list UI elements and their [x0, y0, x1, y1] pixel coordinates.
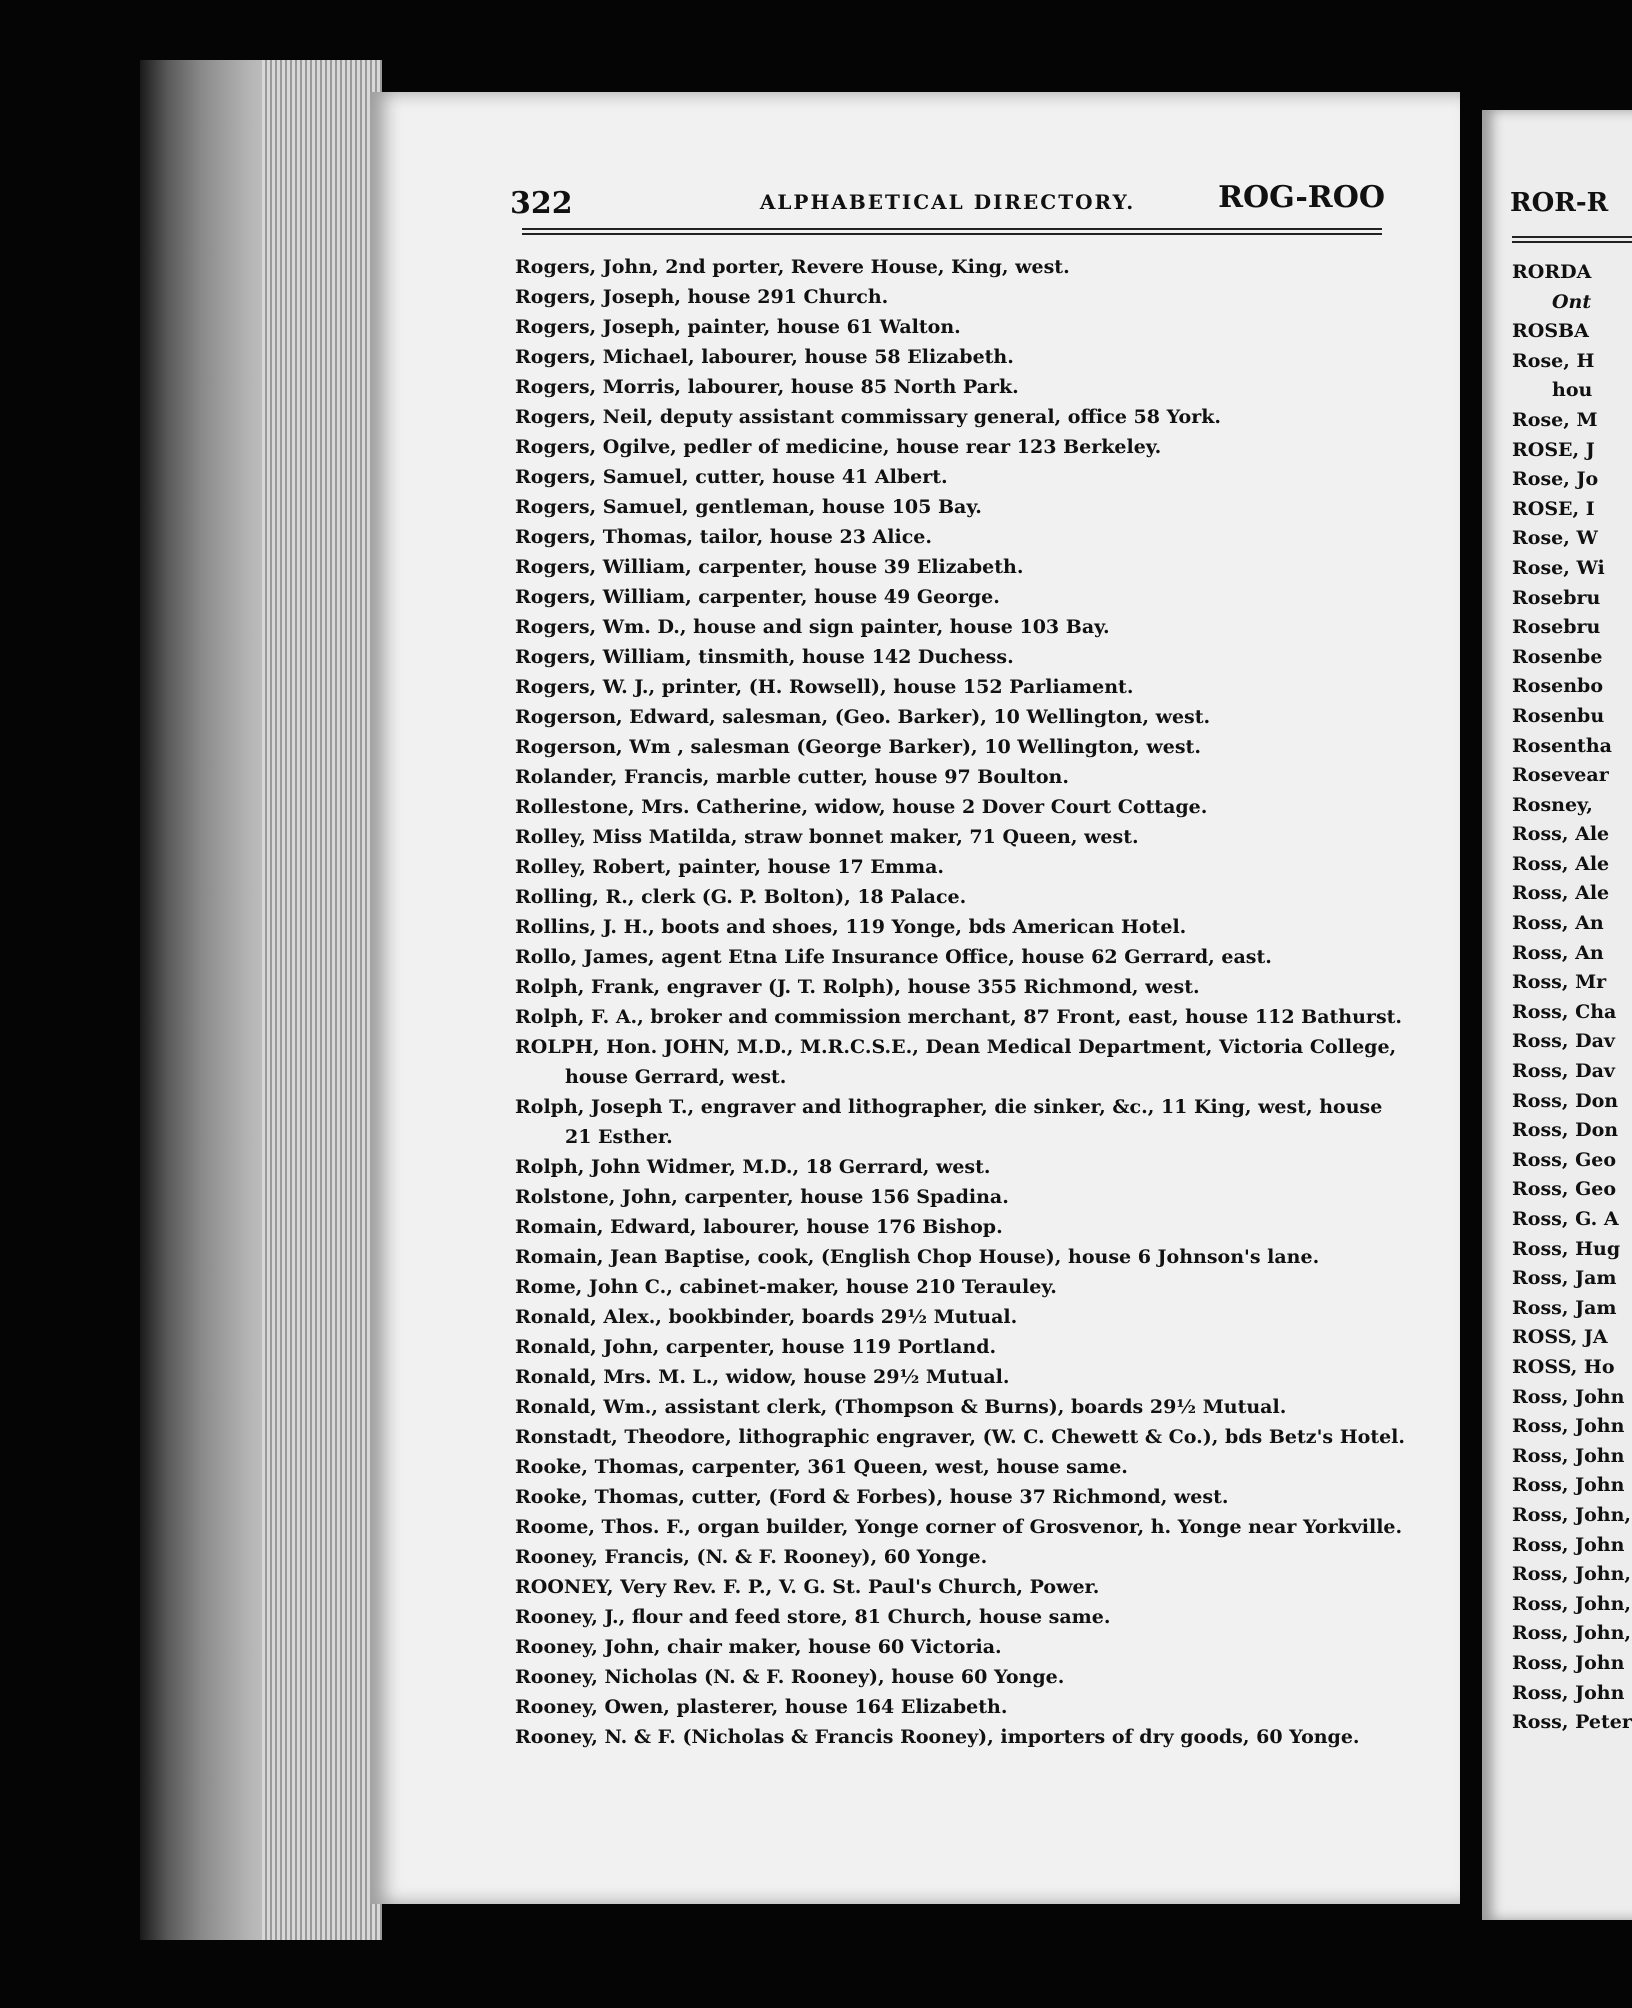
entry-text: Rogers, Samuel, gentleman, house 105 Bay. [515, 496, 982, 518]
entry-text: Rooney, Owen, plasterer, house 164 Elizabeth. [515, 1696, 1008, 1718]
header-rule [522, 228, 1382, 235]
entry-text: Rogers, Wm. D., house and sign painter, house 103 Bay. [515, 616, 1110, 638]
directory-entry [515, 252, 1395, 282]
directory-entry [515, 822, 1395, 852]
entry-text: Rogers, Morris, labourer, house 85 North Park. [515, 376, 1019, 398]
entry-text: Rolph, F. A., broker and commission merchant, 87 Front, east, house 112 Bathurst. [515, 1006, 1403, 1028]
entry-text: Rollins, J. H., boots and shoes, 119 Yonge, bds American Hotel. [515, 916, 1187, 938]
directory-entry [515, 1212, 1395, 1242]
entry-text: Rogers, Joseph, painter, house 61 Walton. [515, 316, 961, 338]
directory-entry [515, 792, 1395, 822]
facing-entry: Ross, G. A [1512, 1208, 1619, 1230]
facing-entry: Ross, John [1512, 1415, 1625, 1438]
entry-text: Rolander, Francis, marble cutter, house 97 Boulton. [515, 766, 1069, 788]
directory-entry [515, 1392, 1395, 1422]
facing-entry: Ross, John [1512, 1533, 1625, 1556]
entry-text: Rolph, John Widmer, M.D., 18 Gerrard, west. [515, 1156, 991, 1178]
entry-text: Ronald, John, carpenter, house 119 Portland. [515, 1336, 997, 1358]
entry-text: Rooney, Nicholas (N. & F. Rooney), house 60 Yonge. [515, 1666, 1065, 1688]
facing-entry: RORDA [1512, 261, 1592, 283]
entry-text: Rogers, Michael, labourer, house 58 Elizabeth. [515, 346, 1014, 368]
facing-entry: ROSBA [1512, 320, 1589, 343]
facing-entry: Rose, M [1512, 408, 1598, 431]
entry-text: Rooney, N. & F. (Nicholas & Francis Rooney), importers of dry goods, 60 Yonge. [515, 1726, 1360, 1748]
page-number: 322 [510, 186, 573, 221]
facing-page-entries [1512, 258, 1632, 1738]
facing-entry: Ross, John, [1512, 1592, 1631, 1615]
facing-entry: Ross, Dav [1512, 1060, 1615, 1083]
facing-entry: ROSE, I [1512, 497, 1595, 520]
directory-entry [515, 1482, 1395, 1512]
directory-entry [515, 1242, 1395, 1272]
running-title: ALPHABETICAL DIRECTORY. [759, 190, 1136, 214]
facing-entry: Rose, Jo [1512, 468, 1599, 491]
entry-text: Rogers, W. J., printer, (H. Rowsell), house 152 Parliament. [515, 676, 1134, 698]
directory-entries [515, 252, 1406, 1752]
facing-entry: Ross, Jam [1512, 1296, 1617, 1319]
directory-entry [515, 312, 1395, 342]
entry-text: Romain, Jean Baptise, cook, (English Chop House), house 6 Johnson's lane. [515, 1246, 1320, 1268]
entry-text: Rogers, Thomas, tailor, house 23 Alice. [515, 526, 932, 548]
facing-entry: hou [1552, 379, 1593, 402]
entry-text: ROLPH, Hon. JOHN, M.D., M.R.C.S.E., Dean Medical Department, Victoria College, [515, 1036, 1397, 1058]
facing-entry: Rose, H [1512, 349, 1595, 372]
facing-entry: Ross, John [1512, 1651, 1625, 1674]
entry-text: Rooney, Francis, (N. & F. Rooney), 60 Yonge. [515, 1546, 988, 1568]
entry-text: Rogerson, Edward, salesman, (Geo. Barker), 10 Wellington, west. [515, 706, 1211, 728]
facing-entry: Rosentha [1512, 734, 1612, 757]
directory-entry [515, 762, 1395, 792]
facing-entry: Ont [1552, 290, 1592, 313]
entry-text: Rogers, Joseph, house 291 Church. [515, 286, 889, 308]
facing-entry: Ross, John, [1512, 1503, 1631, 1526]
facing-entry: Ross, Dav [1512, 1030, 1615, 1053]
entry-text: Ronald, Wm., assistant clerk, (Thompson & Burns), boards 29½ Mutual. [515, 1396, 1287, 1418]
page-edges [262, 60, 382, 1940]
facing-entry: Rosenbo [1512, 675, 1604, 698]
directory-entry [515, 912, 1395, 942]
directory-entry [515, 1152, 1395, 1182]
entry-text: ROONEY, Very Rev. F. P., V. G. St. Paul's Church, Power. [515, 1576, 1100, 1598]
directory-entry [515, 1572, 1395, 1602]
facing-page [1482, 110, 1632, 1920]
entry-text: Roome, Thos. F., organ builder, Yonge corner of Grosvenor, h. Yonge near Yorkville. [515, 1516, 1403, 1538]
entry-text: Rolph, Joseph T., engraver and lithographer, die sinker, &c., 11 King, west, house [515, 1096, 1383, 1118]
facing-entry: Rosebru [1512, 616, 1601, 639]
facing-entry: Rosenbe [1512, 645, 1603, 668]
facing-entry: Ross, John, [1512, 1622, 1631, 1645]
facing-entry: Ross, Don [1512, 1119, 1619, 1142]
directory-entry [515, 1032, 1395, 1092]
facing-entry: Ross, Peter [1512, 1711, 1632, 1734]
entry-text: Rogers, William, tinsmith, house 142 Duchess. [515, 646, 1014, 668]
facing-entry: ROSS, Ho [1512, 1355, 1615, 1378]
facing-entry: ROSS, JA [1512, 1326, 1608, 1349]
directory-entry [515, 1512, 1403, 1542]
entry-text: Rooney, John, chair maker, house 60 Victoria. [515, 1636, 1002, 1658]
entry-text: Rogers, Ogilve, pedler of medicine, house rear 123 Berkeley. [515, 436, 1162, 458]
facing-entry: Ross, John [1512, 1681, 1625, 1704]
page-header [510, 178, 1385, 221]
entry-text: Rogers, Neil, deputy assistant commissary general, office 58 York. [515, 406, 1221, 428]
facing-entry: Rose, W [1512, 527, 1598, 550]
entry-text: Rome, John C., cabinet-maker, house 210 Terauley. [515, 1276, 1057, 1298]
facing-entry: Ross, Mr [1512, 971, 1607, 994]
facing-entry: Rosenbu [1512, 704, 1605, 727]
facing-entry: Ross, Ale [1512, 823, 1610, 846]
facing-entry: Ross, Jam [1512, 1267, 1617, 1290]
facing-page-header: ROR-R [1510, 188, 1609, 218]
entry-text: Rogers, William, carpenter, house 49 George. [515, 586, 1000, 608]
entry-text: Rolley, Robert, painter, house 17 Emma. [515, 856, 945, 878]
entry-text: Rogerson, Wm , salesman (George Barker), 10 Wellington, west. [515, 736, 1201, 758]
entry-text: Rogers, Samuel, cutter, house 41 Albert. [515, 466, 948, 488]
entry-text: Rolph, Frank, engraver (J. T. Rolph), house 355 Richmond, west. [515, 976, 1200, 998]
entry-text: Ronstadt, Theodore, lithographic engraver, (W. C. Chewett & Co.), bds Betz's Hotel. [515, 1426, 1406, 1448]
directory-entry [515, 702, 1395, 732]
facing-entry: Rosevear [1512, 764, 1609, 787]
directory-entry [515, 1302, 1395, 1332]
facing-entry: Rose, Wi [1512, 556, 1605, 579]
directory-entry [515, 1092, 1395, 1152]
entry-text: Rollo, James, agent Etna Life Insurance Office, house 62 Gerrard, east. [515, 946, 1272, 968]
directory-entry [515, 1272, 1395, 1302]
entry-text: Ronald, Alex., bookbinder, boards 29½ Mutual. [515, 1306, 1018, 1328]
facing-entry: Ross, Don [1512, 1089, 1619, 1112]
directory-entry [515, 1692, 1395, 1722]
directory-entry [515, 342, 1395, 372]
directory-entry [515, 1632, 1395, 1662]
directory-entry [515, 1002, 1403, 1032]
directory-entry [515, 942, 1395, 972]
facing-entry: Ross, Ale [1512, 852, 1610, 875]
directory-entry [515, 852, 1395, 882]
entry-text: Rolling, R., clerk (G. P. Bolton), 18 Palace. [515, 886, 967, 908]
directory-entry [515, 522, 1395, 552]
directory-entry [515, 1602, 1395, 1632]
directory-entry [515, 612, 1395, 642]
entry-text: Rooke, Thomas, carpenter, 361 Queen, west, house same. [515, 1456, 1128, 1478]
directory-entry [515, 492, 1395, 522]
directory-entry [515, 972, 1395, 1002]
facing-entry: Ross, Cha [1512, 1000, 1617, 1023]
directory-entry [515, 672, 1395, 702]
entry-continuation: 21 Esther. [565, 1126, 673, 1148]
directory-entry [515, 642, 1395, 672]
directory-entry [515, 552, 1395, 582]
directory-entry [515, 582, 1395, 612]
directory-entry [515, 882, 1395, 912]
facing-entry: Ross, An [1512, 912, 1604, 935]
directory-entry [515, 1542, 1395, 1572]
facing-entry: Ross, Hug [1512, 1237, 1621, 1260]
facing-entry: Ross, Geo [1512, 1148, 1617, 1171]
entry-text: Rollestone, Mrs. Catherine, widow, house 2 Dover Court Cottage. [515, 796, 1208, 818]
facing-entry: Ross, An [1512, 941, 1604, 964]
directory-entry [515, 372, 1395, 402]
entry-text: Rooney, J., flour and feed store, 81 Church, house same. [515, 1606, 1111, 1628]
facing-header-rule [1512, 236, 1632, 243]
entry-text: Rolstone, John, carpenter, house 156 Spadina. [515, 1186, 1009, 1208]
facing-entry: Ross, Geo [1512, 1178, 1617, 1201]
entry-text: Rogers, John, 2nd porter, Revere House, King, west. [515, 256, 1070, 278]
facing-entry: ROSE, J [1512, 438, 1595, 461]
facing-entry: Rosney, [1512, 793, 1593, 816]
directory-entry [515, 1332, 1395, 1362]
facing-entry: Ross, John [1512, 1385, 1625, 1408]
directory-entry [515, 402, 1395, 432]
directory-entry [515, 1722, 1395, 1752]
directory-entry [515, 432, 1395, 462]
directory-entry [515, 282, 1395, 312]
directory-entry [515, 1362, 1395, 1392]
facing-entry: Rosebru [1512, 586, 1601, 609]
entry-text: Romain, Edward, labourer, house 176 Bishop. [515, 1216, 1003, 1238]
facing-entry: Ross, John [1512, 1444, 1625, 1467]
entry-text: Ronald, Mrs. M. L., widow, house 29½ Mutual. [515, 1366, 1010, 1388]
directory-entry [515, 462, 1395, 492]
directory-entry [515, 1182, 1395, 1212]
facing-entry: Ross, John [1512, 1474, 1625, 1497]
entry-continuation: house Gerrard, west. [565, 1066, 787, 1088]
facing-entry: Ross, Ale [1512, 882, 1610, 905]
directory-entry [515, 1422, 1406, 1452]
directory-entry [515, 1662, 1395, 1692]
facing-entry: Ross, John, [1512, 1563, 1631, 1586]
entry-text: Rogers, William, carpenter, house 39 Elizabeth. [515, 556, 1024, 578]
entry-text: Rooke, Thomas, cutter, (Ford & Forbes), house 37 Richmond, west. [515, 1486, 1229, 1508]
entry-text: Rolley, Miss Matilda, straw bonnet maker, 71 Queen, west. [515, 826, 1139, 848]
directory-entry [515, 732, 1395, 762]
directory-entry [515, 1452, 1395, 1482]
page-range: ROG-ROO [1218, 180, 1385, 215]
